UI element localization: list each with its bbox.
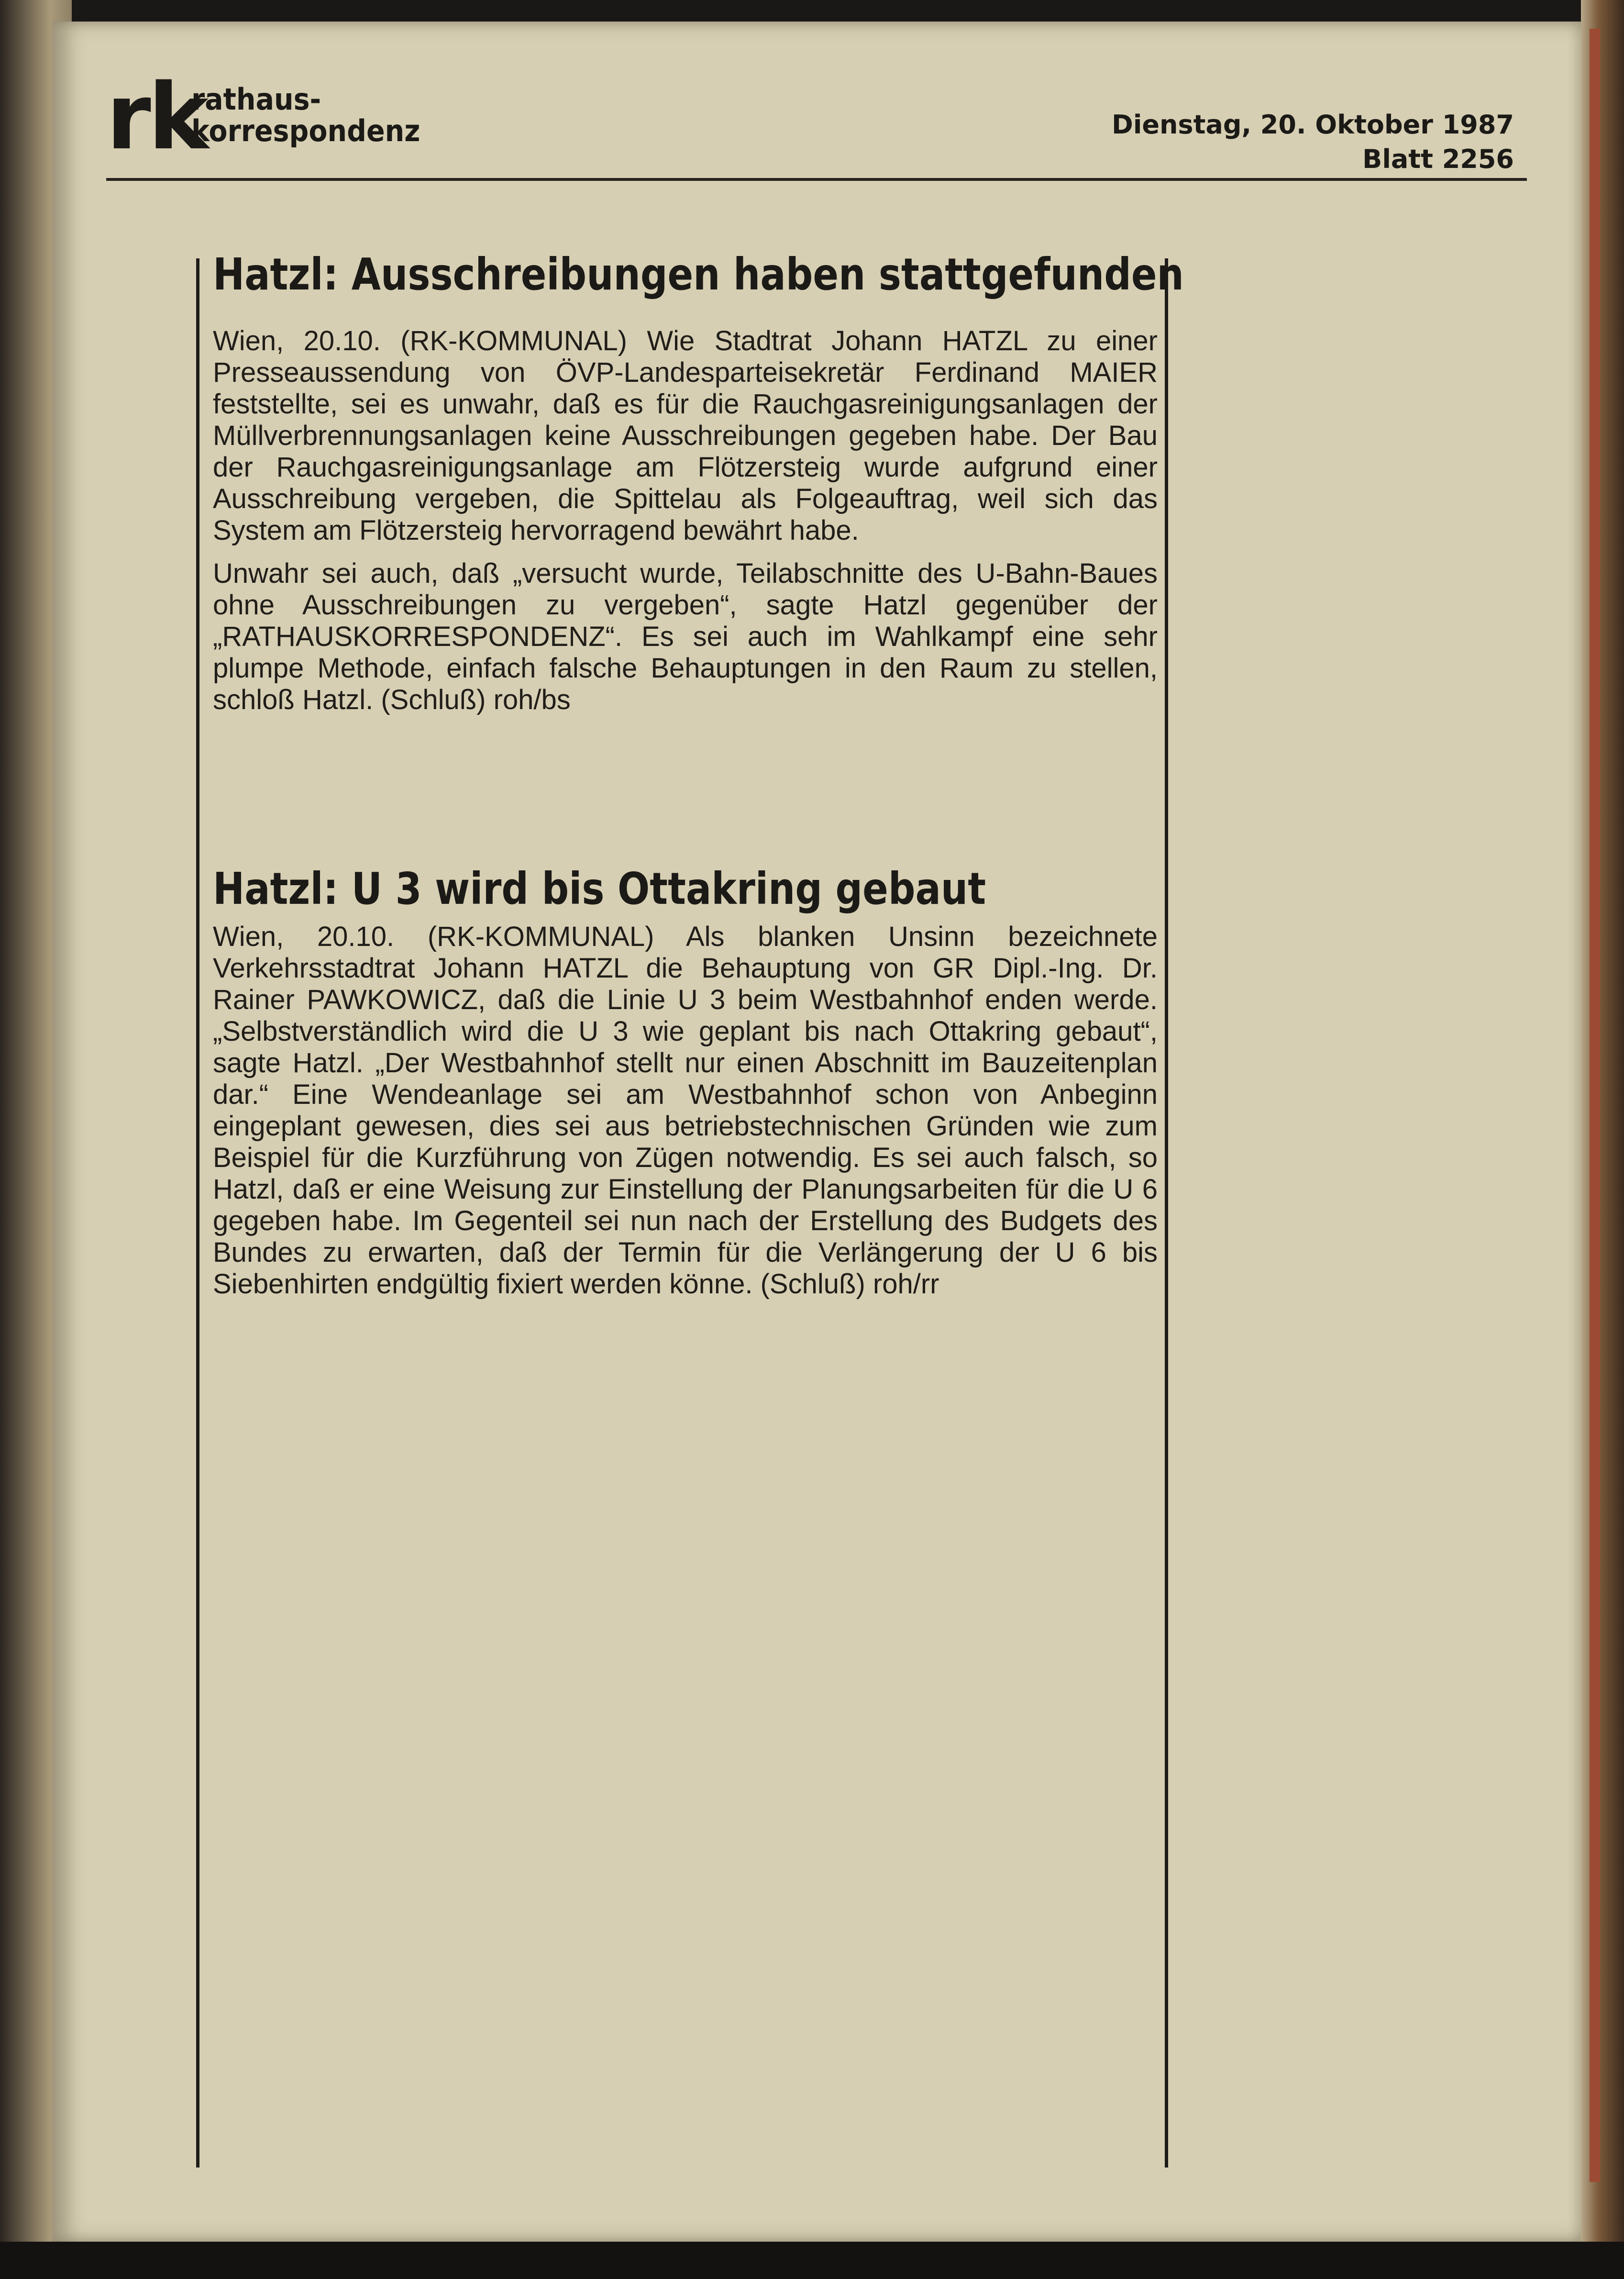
article-1-paragraph-1: Wien, 20.10. (RK-KOMMUNAL) Wie Stadtrat Johann HATZL zu einer Presseaussendung von ÖVP-Landesparteisekretär Ferdinand MAIER feststellte, sei es unwahr, daß es für die Rauchgasreinigungsanlagen der Müllverbrennungsanlagen keine Ausschreibungen gegeben habe. Der Bau der Rauchgasreinigungsanlage am Flötzersteig wurde aufgrund einer Ausschreibung vergeben, die Spittelau als Folgeauftrag, weil sich das System am Flötzersteig hervorragend bewährt habe. xyxy=(213,325,1158,546)
sheet-number: Blatt 2256 xyxy=(1362,144,1514,174)
scan-bottom-edge xyxy=(0,2242,1624,2279)
column-rule-right xyxy=(1165,258,1168,2168)
article-1-paragraph-2: Unwahr sei auch, daß „versucht wurde, Teilabschnitte des U-Bahn-Baues ohne Ausschreibungen zu vergeben“, sagte Hatzl gegenüber der „RATHAUSKORRESPONDENZ“. Es sei auch im Wahlkampf eine sehr plumpe Methode, einfach falsche Behauptungen in den Raum zu stellen, schloß Hatzl. (Schluß) roh/bs xyxy=(213,558,1158,715)
article-1-body xyxy=(213,325,1158,716)
logo-line-1: rathaus- xyxy=(191,82,321,117)
rk-logo-mark: rk xyxy=(106,64,206,170)
article-2-body xyxy=(213,921,1158,1300)
article-2-paragraph-1: Wien, 20.10. (RK-KOMMUNAL) Als blanken Unsinn bezeichnete Verkehrsstadtrat Johann HATZL die Behauptung von GR Dipl.-Ing. Dr. Rainer PAWKOWICZ, daß die Linie U 3 beim Westbahnhof enden werde. „Selbstverständlich wird die U 3 wie geplant bis nach Ottakring gebaut“, sagte Hatzl. „Der Westbahnhof stellt nur einen Abschnitt im Bauzeitenplan dar.“ Eine Wendeanlage sei am Westbahnhof schon von Anbeginn eingeplant gewesen, dies sei aus betriebstechnischen Gründen wie zum Beispiel für die Kurzführung von Zügen notwendig. Es sei auch falsch, so Hatzl, daß er eine Weisung zur Einstellung der Planungsarbeiten für die U 6 gegeben habe. Im Gegenteil sei nun nach der Erstellung des Budgets des Bundes zu erwarten, daß der Termin für die Verlängerung der U 6 bis Siebenhirten endgültig fixiert werden könne. (Schluß) roh/rr xyxy=(213,921,1158,1300)
header-rule xyxy=(106,178,1527,181)
binding-stripe xyxy=(1590,29,1600,2182)
rk-logo-wordmark xyxy=(191,84,420,147)
page-stack-edge xyxy=(1581,0,1624,2279)
logo-line-2: korrespondenz xyxy=(191,113,420,148)
issue-date: Dienstag, 20. Oktober 1987 xyxy=(1112,110,1514,140)
article-1-headline: Hatzl: Ausschreibungen haben stattgefunden xyxy=(213,249,1184,300)
article-2-headline: Hatzl: U 3 wird bis Ottakring gebaut xyxy=(213,863,986,914)
column-rule-left xyxy=(196,258,199,2168)
